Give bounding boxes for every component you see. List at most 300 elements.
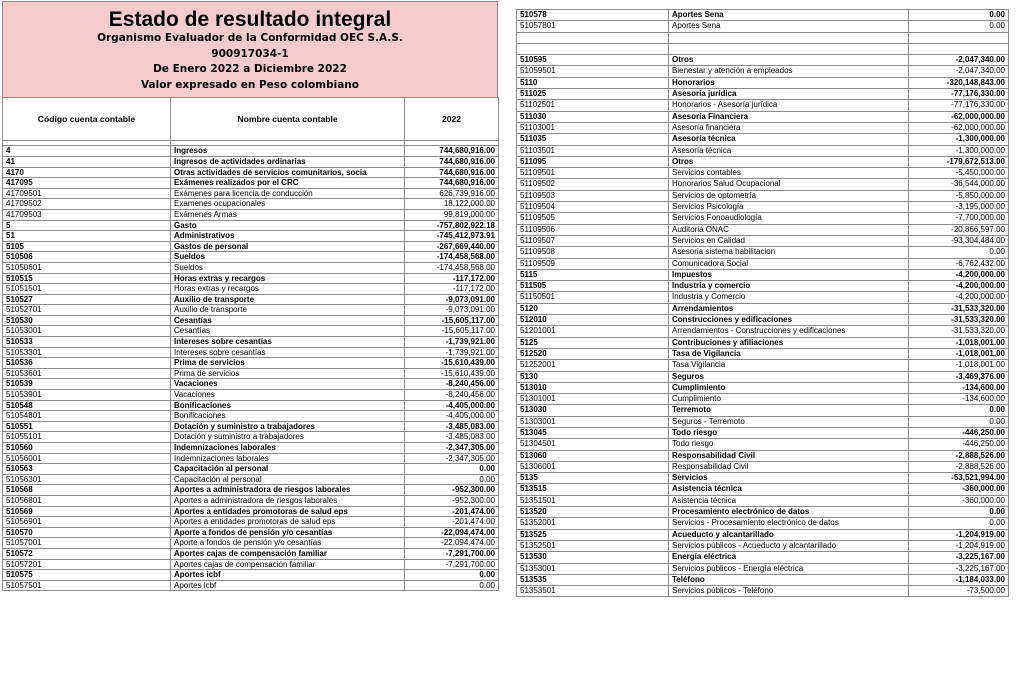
- account-code-cell: 51353001: [517, 563, 669, 574]
- table-row: [517, 574, 1009, 585]
- account-code-cell: 51109501: [517, 168, 669, 179]
- account-code-cell: 51109503: [517, 190, 669, 201]
- account-name-cell: Otros: [669, 55, 909, 66]
- amount-cell: -267,669,440.00: [405, 241, 499, 252]
- table-row: [3, 580, 499, 591]
- amount-cell: -7,291,700.00: [405, 559, 499, 570]
- account-code-cell: 513045: [517, 427, 669, 438]
- table-row: [3, 474, 499, 485]
- table-row: [3, 358, 499, 369]
- account-code-cell: 511505: [517, 281, 669, 292]
- account-name-cell: Honorarios Salud Ocupacional: [669, 179, 909, 190]
- account-name-cell: Gasto: [171, 220, 405, 231]
- account-name-cell: Dotación y suministro a trabajadores: [171, 432, 405, 443]
- account-code-cell: 510536: [3, 358, 171, 369]
- table-row: [3, 326, 499, 337]
- account-code-cell: 513525: [517, 529, 669, 540]
- account-code-cell: 51109505: [517, 213, 669, 224]
- amount-cell: -62,000,000.00: [909, 122, 1009, 133]
- table-row: [3, 411, 499, 422]
- table-row: [517, 179, 1009, 190]
- table-row: [3, 368, 499, 379]
- account-code-cell: 51304501: [517, 439, 669, 450]
- amount-cell: -3,225,167.00: [909, 552, 1009, 563]
- account-name-cell: Indemnizaciones laborales: [171, 453, 405, 464]
- table-row: [517, 32, 1009, 43]
- account-name-cell: Aportes icbf: [171, 580, 405, 591]
- account-name-cell: Servicios contables: [669, 168, 909, 179]
- table-row: [3, 315, 499, 326]
- account-code-cell: 4: [3, 146, 171, 157]
- amount-cell: -320,148,843.00: [909, 77, 1009, 88]
- amount-cell: -1,739,921.00: [405, 337, 499, 348]
- table-row: [3, 570, 499, 581]
- account-code-cell: 51109509: [517, 258, 669, 269]
- amount-cell: 0.00: [405, 580, 499, 591]
- table-row: [3, 252, 499, 263]
- amount-cell: -117,172.00: [405, 273, 499, 284]
- table-row: [517, 586, 1009, 597]
- account-name-cell: Asesoría técnica: [669, 134, 909, 145]
- right-sheet: [516, 9, 1008, 597]
- account-code-cell: 51056301: [3, 474, 171, 485]
- account-code-cell: 51301001: [517, 394, 669, 405]
- account-name-cell: Aportes a entidades promotoras de salud eps: [171, 506, 405, 517]
- table-row: [517, 326, 1009, 337]
- account-code-cell: 51053901: [3, 390, 171, 401]
- amount-cell: 0.00: [405, 570, 499, 581]
- table-row: [517, 484, 1009, 495]
- amount-cell: -1,300,000.00: [909, 134, 1009, 145]
- account-name-cell: Arrendamientos: [669, 303, 909, 314]
- amount-cell: -201,474.00: [405, 517, 499, 528]
- account-code-cell: 51103501: [517, 145, 669, 156]
- table-row: [517, 269, 1009, 280]
- table-row: [3, 517, 499, 528]
- table-row: [517, 337, 1009, 348]
- amount-cell: -53,521,994.00: [909, 473, 1009, 484]
- account-code-cell: 51053301: [3, 347, 171, 358]
- account-code-cell: 510539: [3, 379, 171, 390]
- account-code-cell: 511025: [517, 89, 669, 100]
- table-row: [517, 89, 1009, 100]
- account-name-cell: Acueducto y alcantarillado: [669, 529, 909, 540]
- table-row: [517, 360, 1009, 371]
- account-code-cell: 510551: [3, 421, 171, 432]
- account-name-cell: Seguros: [669, 371, 909, 382]
- amount-cell: -36,544,000.00: [909, 179, 1009, 190]
- account-code-cell: 510568: [3, 485, 171, 496]
- right-table: [516, 9, 1009, 597]
- account-code-cell: 513010: [517, 382, 669, 393]
- account-code-cell: 513535: [517, 574, 669, 585]
- table-row: [517, 348, 1009, 359]
- table-row: [3, 506, 499, 517]
- account-code-cell: 510595: [517, 55, 669, 66]
- amount-cell: -360,000.00: [909, 495, 1009, 506]
- amount-cell: 0.00: [405, 474, 499, 485]
- account-code-cell: 51057201: [3, 559, 171, 570]
- table-row: [517, 190, 1009, 201]
- account-name-cell: Aporte a fondos de pensión y/o cesantías: [171, 538, 405, 549]
- amount-cell: -9,073,091.00: [405, 305, 499, 316]
- table-row: [3, 231, 499, 242]
- amount-cell: -8,240,456.00: [405, 390, 499, 401]
- account-code-cell: 51055101: [3, 432, 171, 443]
- table-row: [517, 55, 1009, 66]
- table-row: [517, 518, 1009, 529]
- table-row: [517, 168, 1009, 179]
- account-code-cell: 5135: [517, 473, 669, 484]
- left-sheet: [2, 1, 498, 591]
- account-name-cell: Cumplimiento: [669, 382, 909, 393]
- account-name-cell: Servicios públicos - Acueducto y alcantarillado: [669, 540, 909, 551]
- account-name-cell: Industria y Comercio: [669, 292, 909, 303]
- account-name-cell: Aportes a administradora de riesgos laborales: [171, 495, 405, 506]
- account-name-cell: Aportes cajas de compensación familiar: [171, 548, 405, 559]
- account-name-cell: Bonificaciones: [171, 411, 405, 422]
- amount-cell: -5,450,000.00: [909, 168, 1009, 179]
- account-name-cell: Gastos de personal: [171, 241, 405, 252]
- table-row: [3, 421, 499, 432]
- account-code-cell: 51057001: [3, 538, 171, 549]
- amount-cell: -3,195,000.00: [909, 202, 1009, 213]
- account-name-cell: Responsabilidad Civil: [669, 450, 909, 461]
- amount-cell: 0.00: [909, 416, 1009, 427]
- table-row: [517, 224, 1009, 235]
- account-name-cell: Contribuciones y afiliaciones: [669, 337, 909, 348]
- amount-cell: -5,850,000.00: [909, 190, 1009, 201]
- amount-cell: -757,802,922.18: [405, 220, 499, 231]
- table-row: [517, 473, 1009, 484]
- account-name-cell: Todo riesgo: [669, 439, 909, 450]
- amount-cell: -20,866,597.00: [909, 224, 1009, 235]
- header-code: Código cuenta contable: [3, 98, 171, 141]
- amount-cell: -1,739,921.00: [405, 347, 499, 358]
- account-code-cell: 51352001: [517, 518, 669, 529]
- report-period: De Enero 2022 a Diciembre 2022: [153, 63, 347, 76]
- account-code-cell: 4170: [3, 167, 171, 178]
- account-code-cell: 41: [3, 156, 171, 167]
- amount-cell: -952,300.00: [405, 495, 499, 506]
- account-code-cell: 511095: [517, 156, 669, 167]
- account-name-cell: Auxilio de transporte: [171, 294, 405, 305]
- account-code-cell: 51150501: [517, 292, 669, 303]
- account-name-cell: Prima de servicios: [171, 368, 405, 379]
- table-row: [517, 145, 1009, 156]
- account-name-cell: Asistencia técnica: [669, 495, 909, 506]
- table-row: [517, 371, 1009, 382]
- table-row: [517, 461, 1009, 472]
- right-table-body: [517, 10, 1009, 597]
- table-row: [3, 188, 499, 199]
- amount-cell: -15,610,439.00: [405, 358, 499, 369]
- table-row: [517, 529, 1009, 540]
- account-code-cell: 51057501: [3, 580, 171, 591]
- account-name-cell: Aportes Sena: [669, 10, 909, 21]
- account-code-cell: 51052701: [3, 305, 171, 316]
- account-code-cell: 513515: [517, 484, 669, 495]
- amount-cell: -2,347,305.00: [405, 443, 499, 454]
- account-name-cell: Honorarios: [669, 77, 909, 88]
- table-row: [517, 439, 1009, 450]
- account-name-cell: Energía eléctrica: [669, 552, 909, 563]
- table-row: [3, 220, 499, 231]
- table-row: [3, 347, 499, 358]
- amount-cell: -117,172.00: [405, 284, 499, 295]
- account-name-cell: Intereses sobre cesantías: [171, 337, 405, 348]
- account-code-cell: 510515: [3, 273, 171, 284]
- account-code-cell: 510533: [3, 337, 171, 348]
- amount-cell: 99,819,000.00: [405, 209, 499, 220]
- amount-cell: -15,605,117.00: [405, 326, 499, 337]
- amount-cell: -4,405,000.00: [405, 400, 499, 411]
- amount-cell: -2,047,340.00: [909, 66, 1009, 77]
- amount-cell: 0.00: [909, 21, 1009, 32]
- amount-cell: [909, 32, 1009, 43]
- account-name-cell: Horas extras y recargos: [171, 284, 405, 295]
- table-row: [517, 122, 1009, 133]
- account-code-cell: 51109506: [517, 224, 669, 235]
- account-code-cell: 510570: [3, 527, 171, 538]
- amount-cell: -4,200,000.00: [909, 281, 1009, 292]
- amount-cell: -15,605,117.00: [405, 315, 499, 326]
- account-name-cell: [669, 43, 909, 54]
- account-code-cell: 51306001: [517, 461, 669, 472]
- table-row: [517, 405, 1009, 416]
- account-code-cell: 51054801: [3, 411, 171, 422]
- amount-cell: 18,122,000.00: [405, 199, 499, 210]
- amount-cell: -22,094,474.00: [405, 538, 499, 549]
- table-row: [517, 202, 1009, 213]
- account-name-cell: Vacaciones: [171, 379, 405, 390]
- amount-cell: -77,176,330.00: [909, 89, 1009, 100]
- account-code-cell: 51: [3, 231, 171, 242]
- table-row: [3, 400, 499, 411]
- account-code-cell: 5130: [517, 371, 669, 382]
- account-code-cell: 512520: [517, 348, 669, 359]
- account-name-cell: Sueldos: [171, 252, 405, 263]
- table-row: [3, 273, 499, 284]
- account-code-cell: 5105: [3, 241, 171, 252]
- table-row: [3, 432, 499, 443]
- account-name-cell: Cesantías: [171, 315, 405, 326]
- amount-cell: -7,700,000.00: [909, 213, 1009, 224]
- amount-cell: 0.00: [909, 405, 1009, 416]
- account-name-cell: Vacaciones: [171, 390, 405, 401]
- account-name-cell: Seguros - Terremoto: [669, 416, 909, 427]
- table-row: [3, 485, 499, 496]
- account-name-cell: Terremoto: [669, 405, 909, 416]
- account-name-cell: Ingresos de actividades ordinarias: [171, 156, 405, 167]
- amount-cell: -446,250.00: [909, 427, 1009, 438]
- amount-cell: -201,474.00: [405, 506, 499, 517]
- table-row: [3, 337, 499, 348]
- amount-cell: -15,610,439.00: [405, 368, 499, 379]
- account-code-cell: [517, 43, 669, 54]
- account-name-cell: Arrendamientos - Construcciones y edificaciones: [669, 326, 909, 337]
- account-name-cell: Examenes ocupacionales: [171, 199, 405, 210]
- table-row: [3, 284, 499, 295]
- table-row: [3, 209, 499, 220]
- account-code-cell: 510548: [3, 400, 171, 411]
- account-code-cell: 5120: [517, 303, 669, 314]
- table-row: [3, 527, 499, 538]
- amount-cell: -1,300,000.00: [909, 145, 1009, 156]
- table-row: [517, 156, 1009, 167]
- currency-note: Valor expresado en Peso colombiano: [141, 78, 359, 91]
- amount-cell: 744,680,916.00: [405, 146, 499, 157]
- amount-cell: -7,291,700.00: [405, 548, 499, 559]
- account-name-cell: Administrativos: [171, 231, 405, 242]
- account-name-cell: Aportes a administradora de riesgos laborales: [171, 485, 405, 496]
- table-row: [517, 10, 1009, 21]
- account-name-cell: Servicios de optometría: [669, 190, 909, 201]
- amount-cell: -952,300.00: [405, 485, 499, 496]
- header-name: Nombre cuenta contable: [171, 98, 405, 141]
- account-name-cell: Servicios Psicología: [669, 202, 909, 213]
- account-name-cell: Indemnizaciones laborales: [171, 443, 405, 454]
- account-name-cell: Bienestar y atención a empleados: [669, 66, 909, 77]
- table-row: [517, 507, 1009, 518]
- account-name-cell: Impuestos: [669, 269, 909, 280]
- account-code-cell: 51056801: [3, 495, 171, 506]
- account-name-cell: Capacitación al personal: [171, 464, 405, 475]
- table-row: [517, 235, 1009, 246]
- account-name-cell: Cumplimiento: [669, 394, 909, 405]
- account-code-cell: 510527: [3, 294, 171, 305]
- amount-cell: -93,304,484.00: [909, 235, 1009, 246]
- account-name-cell: Aportes icbf: [171, 570, 405, 581]
- table-row: [517, 77, 1009, 88]
- amount-cell: -22,094,474.00: [405, 527, 499, 538]
- account-name-cell: Tasa Vigilancia: [669, 360, 909, 371]
- account-name-cell: Asistencia técnica: [669, 484, 909, 495]
- header-year: 2022: [405, 98, 499, 141]
- table-row: [517, 394, 1009, 405]
- left-table-body: [3, 141, 499, 591]
- amount-cell: -2,047,340.00: [909, 55, 1009, 66]
- account-name-cell: Asesoría técnica: [669, 145, 909, 156]
- table-row: [517, 563, 1009, 574]
- account-code-cell: 513520: [517, 507, 669, 518]
- amount-cell: -446,250.00: [909, 439, 1009, 450]
- account-code-cell: 513530: [517, 552, 669, 563]
- table-row: [3, 294, 499, 305]
- account-code-cell: 51056901: [3, 517, 171, 528]
- amount-cell: 626,739,916.00: [405, 188, 499, 199]
- amount-cell: -1,184,033.00: [909, 574, 1009, 585]
- account-code-cell: 51352501: [517, 540, 669, 551]
- table-row: [517, 495, 1009, 506]
- amount-cell: -134,600.00: [909, 394, 1009, 405]
- account-code-cell: 51252001: [517, 360, 669, 371]
- account-name-cell: Exámenes Armas: [171, 209, 405, 220]
- account-code-cell: 51050601: [3, 262, 171, 273]
- amount-cell: 744,680,916.00: [405, 167, 499, 178]
- account-name-cell: Intereses sobre cesantías: [171, 347, 405, 358]
- account-name-cell: Servicios públicos - Teléfono: [669, 586, 909, 597]
- account-name-cell: Capacitación al personal: [171, 474, 405, 485]
- account-name-cell: Aportes cajas de compensación familiar: [171, 559, 405, 570]
- account-name-cell: Horas extras y recargos: [171, 273, 405, 284]
- account-code-cell: 41709503: [3, 209, 171, 220]
- account-name-cell: Ingresos: [171, 146, 405, 157]
- table-row: [3, 178, 499, 189]
- account-name-cell: Servicios públicos - Energía eléctrica: [669, 563, 909, 574]
- amount-cell: -77,176,330.00: [909, 100, 1009, 111]
- account-name-cell: Todo riesgo: [669, 427, 909, 438]
- account-name-cell: Dotación y suministro a trabajadores: [171, 421, 405, 432]
- amount-cell: -31,533,320.00: [909, 326, 1009, 337]
- account-code-cell: 513060: [517, 450, 669, 461]
- account-code-cell: 51051501: [3, 284, 171, 295]
- account-code-cell: 5: [3, 220, 171, 231]
- account-code-cell: 51109502: [517, 179, 669, 190]
- account-name-cell: Auxilio de transporte: [171, 305, 405, 316]
- account-name-cell: Teléfono: [669, 574, 909, 585]
- account-name-cell: [669, 32, 909, 43]
- table-row: [3, 559, 499, 570]
- account-name-cell: Auditoria ONAC: [669, 224, 909, 235]
- amount-cell: -1,018,001.00: [909, 360, 1009, 371]
- account-name-cell: Asesoria sistema habilitacion: [669, 247, 909, 258]
- table-row: [517, 382, 1009, 393]
- account-code-cell: 51353501: [517, 586, 669, 597]
- account-name-cell: Aportes a entidades promotoras de salud eps: [171, 517, 405, 528]
- table-row: [3, 390, 499, 401]
- column-headers: [3, 98, 499, 141]
- account-name-cell: Asesoría financiera: [669, 122, 909, 133]
- table-row: [517, 303, 1009, 314]
- amount-cell: -134,600.00: [909, 382, 1009, 393]
- table-row: [517, 43, 1009, 54]
- amount-cell: -174,458,568.00: [405, 262, 499, 273]
- table-row: [517, 100, 1009, 111]
- account-code-cell: 510572: [3, 548, 171, 559]
- amount-cell: -3,225,167.00: [909, 563, 1009, 574]
- table-row: [3, 305, 499, 316]
- table-row: [517, 258, 1009, 269]
- amount-cell: -8,240,456.00: [405, 379, 499, 390]
- account-code-cell: 51109504: [517, 202, 669, 213]
- account-name-cell: Comunicadora Social: [669, 258, 909, 269]
- table-row: [3, 379, 499, 390]
- account-code-cell: 41709502: [3, 199, 171, 210]
- amount-cell: -745,412,973.91: [405, 231, 499, 242]
- account-name-cell: Construcciones y edificaciones: [669, 315, 909, 326]
- account-name-cell: Otros: [669, 156, 909, 167]
- account-name-cell: Otras actividades de servicios comunitarios, socia: [171, 167, 405, 178]
- amount-cell: -174,458,568.00: [405, 252, 499, 263]
- table-row: [3, 146, 499, 157]
- account-name-cell: Servicios - Procesamiento electrónico de datos: [669, 518, 909, 529]
- amount-cell: -73,500.00: [909, 586, 1009, 597]
- amount-cell: 0.00: [909, 507, 1009, 518]
- account-name-cell: Servicios Fonoaudiología: [669, 213, 909, 224]
- account-name-cell: Aportes Sena: [669, 21, 909, 32]
- amount-cell: -1,018,001.00: [909, 348, 1009, 359]
- table-row: [517, 292, 1009, 303]
- amount-cell: -1,204,919.00: [909, 540, 1009, 551]
- table-row: [3, 453, 499, 464]
- account-code-cell: 510578: [517, 10, 669, 21]
- account-name-cell: Procesamiento electrónico de datos: [669, 507, 909, 518]
- table-row: [3, 199, 499, 210]
- account-code-cell: 511030: [517, 111, 669, 122]
- amount-cell: -179,672,513.00: [909, 156, 1009, 167]
- table-row: [517, 213, 1009, 224]
